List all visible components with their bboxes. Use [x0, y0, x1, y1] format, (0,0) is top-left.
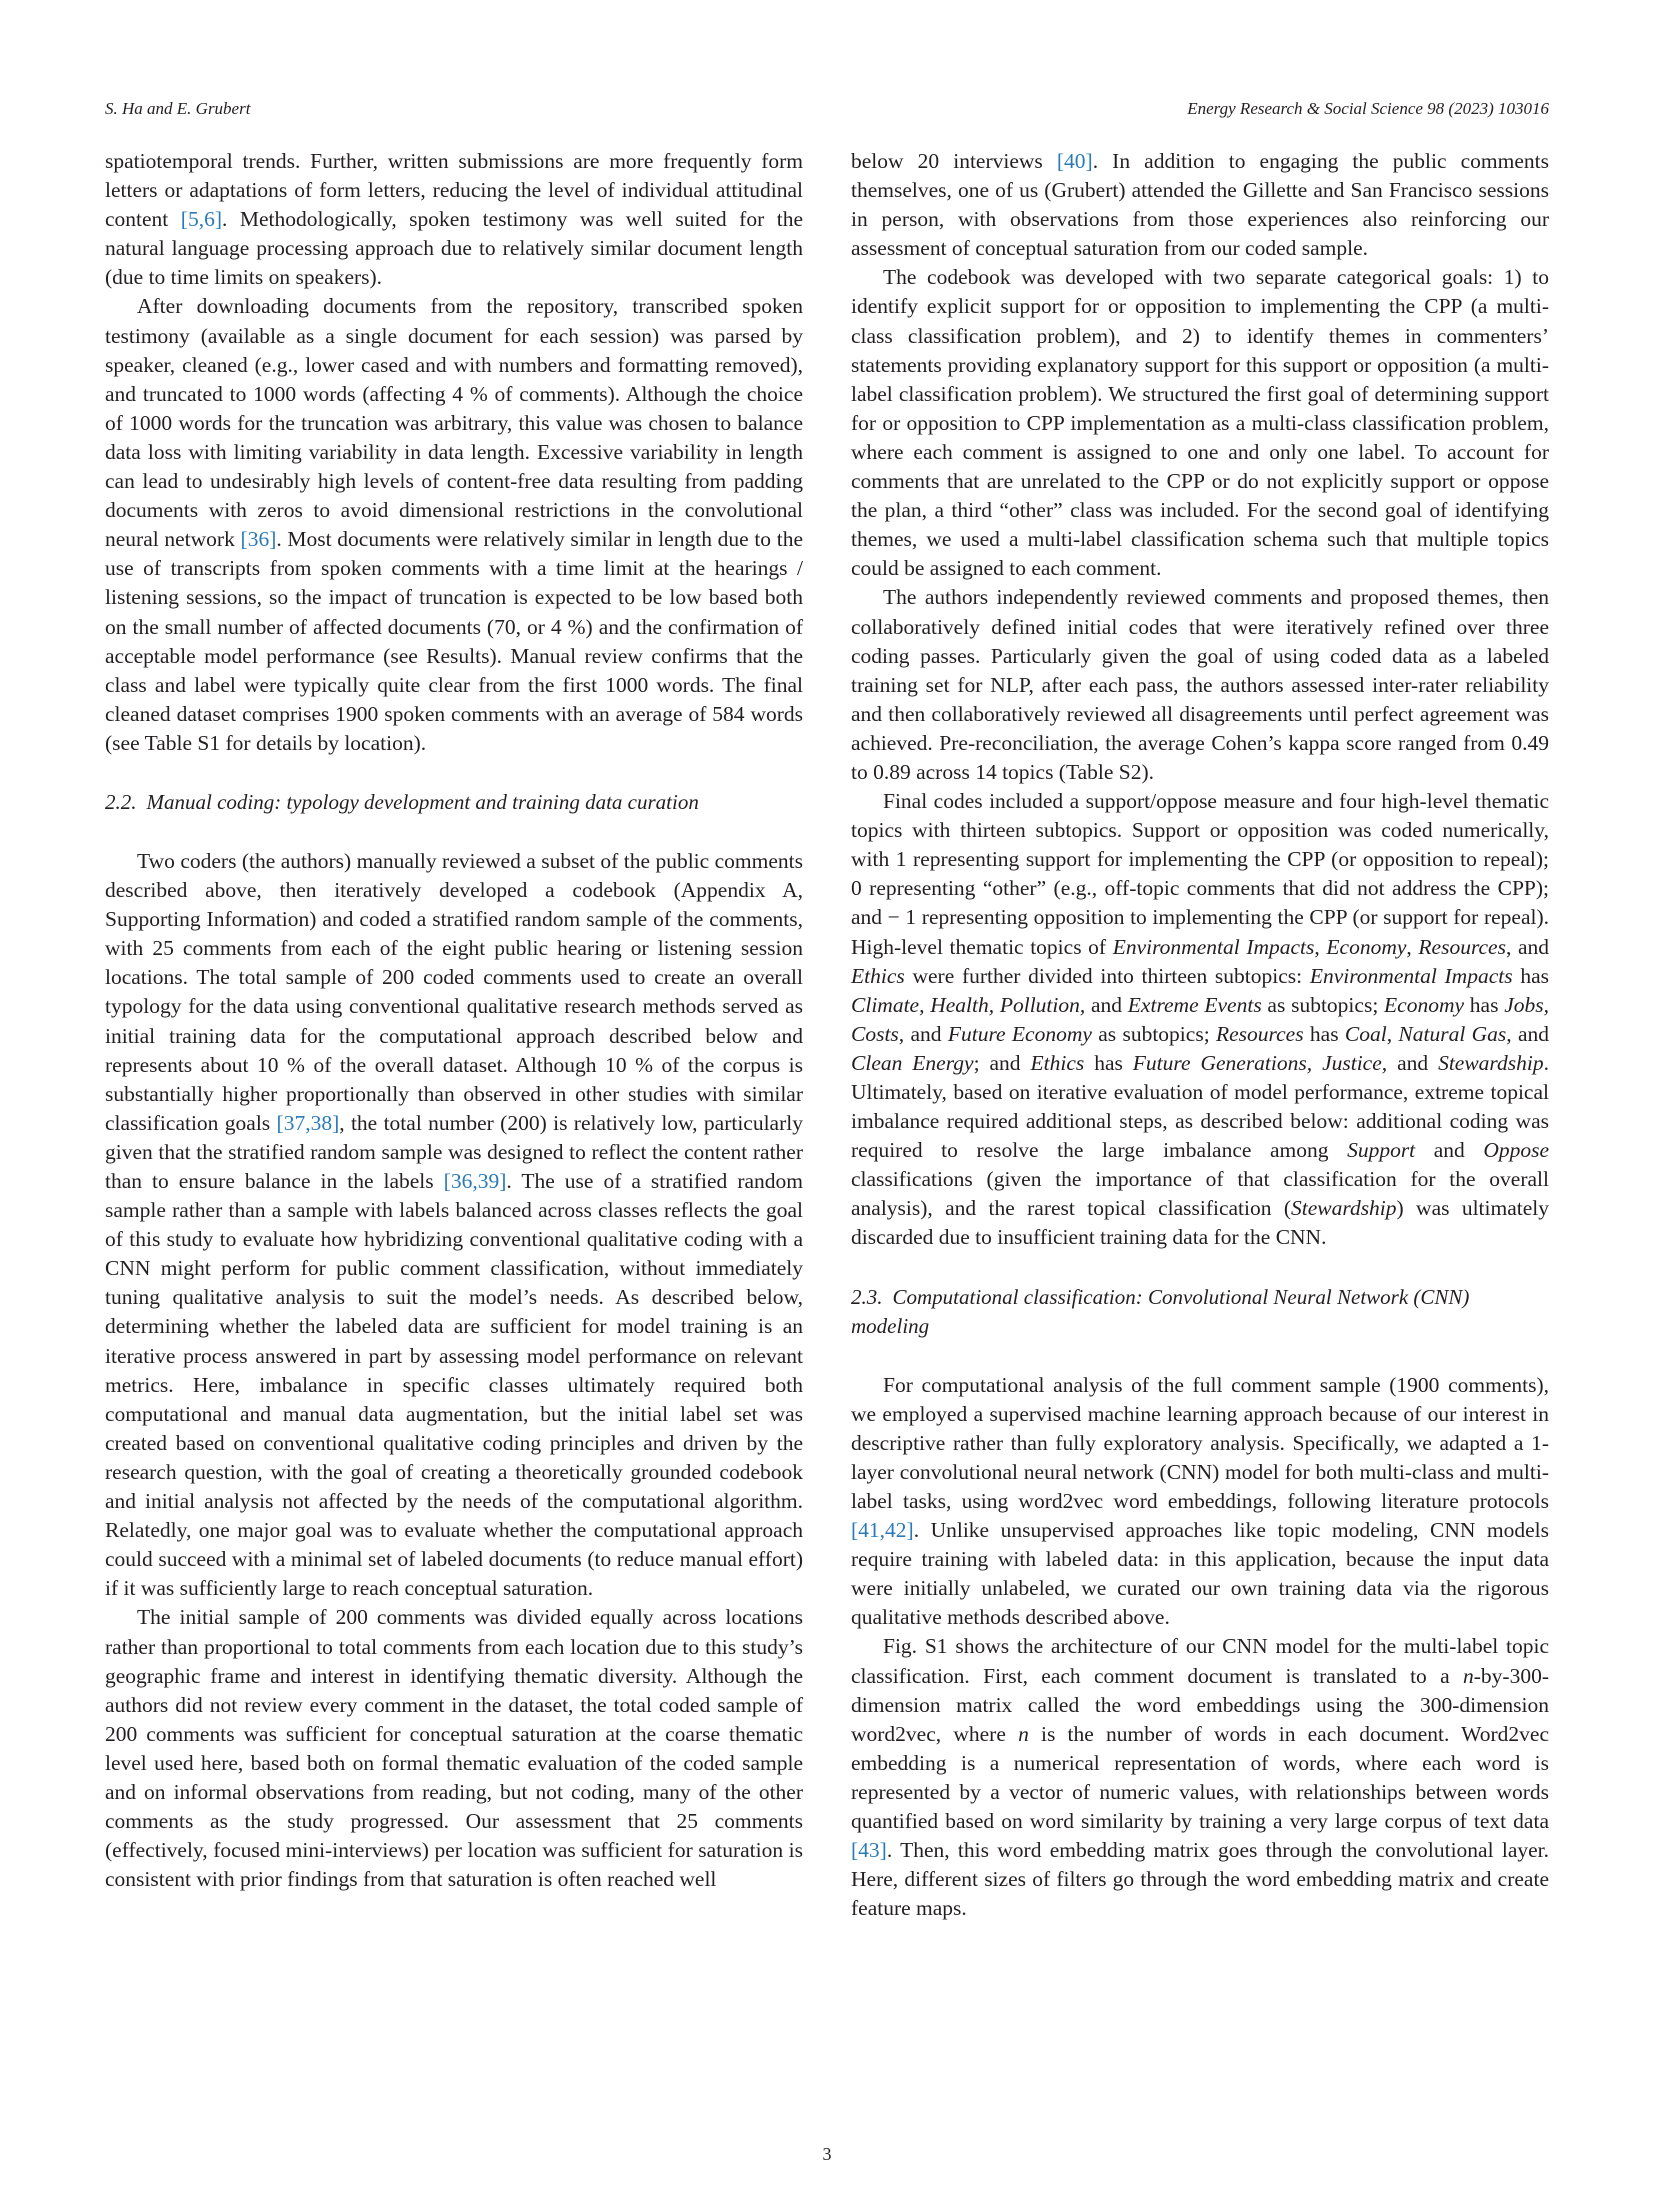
header-authors: S. Ha and E. Grubert [105, 99, 251, 118]
italic-term: n [1463, 1663, 1474, 1688]
text-run: , [1406, 934, 1419, 959]
text-run: . Then, this word embedding matrix goes through the convolutional layer. Here, different sizes of filters go through the word embedding matrix and create feature maps. [851, 1838, 1549, 1921]
text-run: classifications (given the importance of that classification for the overall analysis), and the rarest topical classification ( [851, 1167, 1549, 1221]
text-run: is the number of words in each document. Word2vec embedding is a numerical representation of words, where each word is represented by a vector of numeric values, with relationships between words quantified based on word similarity by training a very large corpus of text data [851, 1721, 1549, 1833]
citation-link[interactable]: [43] [851, 1838, 887, 1863]
citation-link[interactable]: [36,39] [443, 1169, 507, 1193]
text-run: as subtopics; [1091, 1021, 1216, 1046]
paragraph [851, 1371, 1549, 1633]
text-run: After downloading documents from the repository, transcribed spoken testimony (available as a single document for each session) was parsed by speaker, cleaned (e.g., lower cased and with numbers and formatting removed), and truncated to 1000 words (affecting 4 % of comments). Although the choice of 1000 words for the truncation was arbitrary, this value was chosen to balance data loss with limiting variability in data length. Excessive variability in length can lead to undesirably high levels of content-free data resulting from padding documents with zeros to avoid dimensional restrictions in the convolutional neural network [105, 294, 803, 552]
section-heading-2-3 [851, 1283, 1549, 1341]
text-run: . In addition to engaging the public comments themselves, one of us (Grubert) attended the Gillette and San Francisco sessions in person, with observations from those experiences also reinforcing our assessment of conceptual saturation from our coded sample. [851, 149, 1549, 261]
citation-link[interactable]: [5,6] [180, 207, 222, 232]
paragraph [851, 583, 1549, 787]
paragraph [105, 847, 803, 1603]
text-run: The initial sample of 200 comments was divided equally across locations rather than proportional to total comments from each location due to this study’s geographic frame and interest in identifying thematic diversity. Although the authors did not review every comment in the dataset, the total coded sample of 200 comments was sufficient for conceptual saturation at the coarse thematic level used here, based both on formal thematic evaluation of the coded sample and on informal observations from reading, but not coding, many of the other comments as the study progressed. Our assessment that 25 comments (effectively, focused mini-interviews) per location was sufficient for saturation is consistent with prior findings from that saturation is often reached well [105, 1605, 803, 1892]
text-run: has [1084, 1050, 1133, 1075]
section-heading-2-2 [105, 788, 803, 817]
header-journal: Energy Research & Social Science 98 (2023) 103016 [1187, 99, 1549, 118]
section-number: 2.2. [105, 789, 137, 814]
paragraph [851, 787, 1549, 1253]
section-number: 2.3. [851, 1284, 883, 1309]
paragraph [851, 147, 1549, 263]
text-run: The authors independently reviewed comments and proposed themes, then collaboratively defined initial codes that were iteratively refined over three coding passes. Particularly given the goal of using coded data as a labeled training set for NLP, after each pass, the authors assessed inter-rater reliability and then collaboratively reviewed all disagreements until perfect agreement was achieved. Pre-reconciliation, the average Cohen’s kappa score ranged from 0.49 to 0.89 across 14 topics (Table S2). [851, 585, 1549, 784]
right-column [851, 147, 1549, 1923]
italic-term: Oppose [1483, 1138, 1550, 1163]
citation-link[interactable]: [41,42] [851, 1518, 914, 1543]
text-run: . Most documents were relatively similar in length due to the use of transcripts from spoken comments with a time limit at the hearings / listening sessions, so the impact of truncation is expected to be low based both on the small number of affected documents (70, or 4 %) and the confirmation of acceptable model performance (see Results). Manual review confirms that the class and label were typically quite clear from the first 1000 words. The final cleaned dataset comprises 1900 spoken comments with an average of 584 words (see Table S1 for details by location). [105, 527, 803, 755]
text-run: has [1464, 992, 1505, 1017]
italic-term: Ethics [851, 963, 905, 988]
text-run: has [1303, 1021, 1345, 1046]
italic-term: Coal, Natural Gas, [1344, 1021, 1512, 1046]
text-run: . Ultimately, based on iterative evaluation of model performance, extreme topical imbalance required additional steps, as described below: additional coding was required to resolve the large imbalance among [851, 1050, 1549, 1163]
text-run: Two coders (the authors) manually reviewed a subset of the public comments described above, then iteratively developed a codebook (Appendix A, Supporting Information) and coded a stratified random sample of the comments, with 25 comments from each of the eight public hearing or listening session locations. The total sample of 200 coded comments used to create an overall typology for the data using conventional qualitative research methods served as initial training data for the computational approach described below and represents about 10 % of the overall dataset. Although 10 % of the corpus is substantially higher proportionally than observed in other studies with similar classification goals [105, 848, 803, 1135]
section-title: Computational classification: Convolutional Neural Network (CNN) modeling [851, 1284, 1470, 1338]
text-run: and [1415, 1138, 1484, 1163]
text-run: spatiotemporal trends. Further, written submissions are more frequently form letters or adaptations of form letters, reducing the level of individual attitudinal content [105, 149, 803, 232]
citation-link[interactable]: [37,38] [276, 1110, 340, 1135]
text-run: . Methodologically, spoken testimony was well suited for the natural language processing approach due to relatively similar document length (due to time limits on speakers). [105, 207, 803, 290]
text-run: has [1512, 963, 1549, 988]
italic-term: Resources [1216, 1021, 1304, 1046]
text-run: Fig. S1 shows the architecture of our CNN model for the multi-label topic classification. First, each comment document is translated to a [851, 1634, 1549, 1688]
section-title: Manual coding: typology development and training data curation [146, 789, 699, 814]
italic-term: Economy [1326, 934, 1407, 959]
italic-term: Future Generations, Justice, [1132, 1050, 1388, 1075]
text-run: and [904, 1021, 948, 1046]
text-run: ; and [973, 1050, 1031, 1075]
paragraph [851, 1632, 1549, 1923]
italic-term: Climate, Health, Pollution, [851, 992, 1086, 1017]
left-column [105, 147, 803, 1894]
text-run: . Unlike unsupervised approaches like topic modeling, CNN models require training with labeled data: in this application, because the input data were initially unlabeled, we curated our own training data via the rigorous qualitative methods described above. [851, 1518, 1549, 1630]
citation-link[interactable]: [40] [1056, 149, 1093, 173]
text-run: were further divided into thirteen subtopics: [904, 963, 1310, 988]
text-run: ) was ultimately discarded due to insufficient training data for the CNN. [851, 1196, 1550, 1250]
paragraph [851, 263, 1549, 583]
paragraph [105, 1603, 803, 1894]
italic-term: Stewardship [1291, 1196, 1397, 1221]
text-run: , [1314, 934, 1327, 959]
text-run: below 20 interviews [851, 149, 1057, 173]
text-run: , the total number (200) is relatively low, particularly given that the stratified random sample was designed to reflect the content rather than to ensure balance in the labels [105, 1110, 803, 1193]
italic-term: Support [1347, 1138, 1416, 1163]
italic-term: n [1018, 1721, 1029, 1746]
text-run: . The use of a stratified random sample rather than a sample with labels balanced across classes reflects the goal of this study to evaluate how hybridizing conventional qualitative coding with a CNN might perform for public comment classification, without immediately tuning qualitative analysis to suit the model’s needs. As described below, determining whether the labeled data are sufficient for model training is an iterative process answered in part by assessing model performance on relevant metrics. Here, imbalance in specific classes ultimately required both computational and manual data augmentation, but the initial label set was created based on conventional qualitative coding principles and driven by the research question, with the goal of creating a theoretically grounded codebook and initial analysis not affected by the needs of the computational algorithm. Relatedly, one major goal was to evaluate whether the computational approach could succeed with a minimal set of labeled documents (to reduce manual effort) if it was sufficiently large to reach conceptual saturation. [105, 1169, 803, 1601]
text-run: For computational analysis of the full comment sample (1900 comments), we employed a supervised machine learning approach because of our interest in descriptive rather than fully exploratory analysis. Specifically, we adapted a 1-layer convolutional neural network (CNN) model for both multi-class and multi-label tasks, using word2vec word embeddings, following literature protocols [851, 1372, 1549, 1513]
text-run: The codebook was developed with two separate categorical goals: 1) to identify explicit support for or opposition to implementing the CPP (a multi-class classification problem), and 2) to identify themes in commenters’ statements providing explanatory support for this support or opposition (a multi-label classification problem). We structured the first goal of determining support for or opposition to CPP implementation as a multi-class classification problem, where each comment is assigned to one and only one label. To account for comments that are unrelated to the CPP or do not explicitly support or oppose the plan, a third “other” class was included. For the second goal of identifying themes, we used a multi-label classification schema such that multiple topics could be assigned to each comment. [851, 265, 1549, 581]
text-run: Final codes included a support/oppose measure and four high-level thematic topics with thirteen subtopics. Support or opposition was coded numerically, with 1 representing support for implementing the CPP (or opposition to repeal); 0 representing “other” (e.g., off-topic comments that did not address the CPP); and − 1 representing opposition to implementing the CPP (or support for repeal). High-level thematic topics of [851, 789, 1549, 959]
text-run: and [1387, 1050, 1439, 1075]
italic-term: Environmental Impacts [1112, 934, 1315, 959]
paragraph [105, 292, 803, 758]
paragraph [105, 147, 803, 292]
italic-term: Stewardship [1438, 1050, 1544, 1075]
italic-term: Resources [1418, 934, 1506, 959]
text-run: , and [1505, 934, 1550, 959]
italic-term: Extreme Events [1127, 992, 1262, 1017]
italic-term: Economy [1384, 992, 1465, 1017]
italic-term: Future Economy [947, 1021, 1092, 1046]
text-run: and [1085, 992, 1128, 1017]
text-run: -by-300-dimension matrix called the word embeddings using the 300-dimension word2vec, where [851, 1663, 1549, 1746]
text-run: and [1511, 1021, 1550, 1046]
citation-link[interactable]: [36] [240, 527, 277, 552]
italic-term: Clean Energy [851, 1050, 974, 1075]
page-number: 3 [822, 2144, 832, 2164]
italic-term: Ethics [1030, 1050, 1085, 1075]
italic-term: Environmental Impacts [1309, 963, 1513, 988]
italic-term: Jobs, Costs, [851, 992, 1550, 1046]
text-run: as subtopics; [1261, 992, 1385, 1017]
